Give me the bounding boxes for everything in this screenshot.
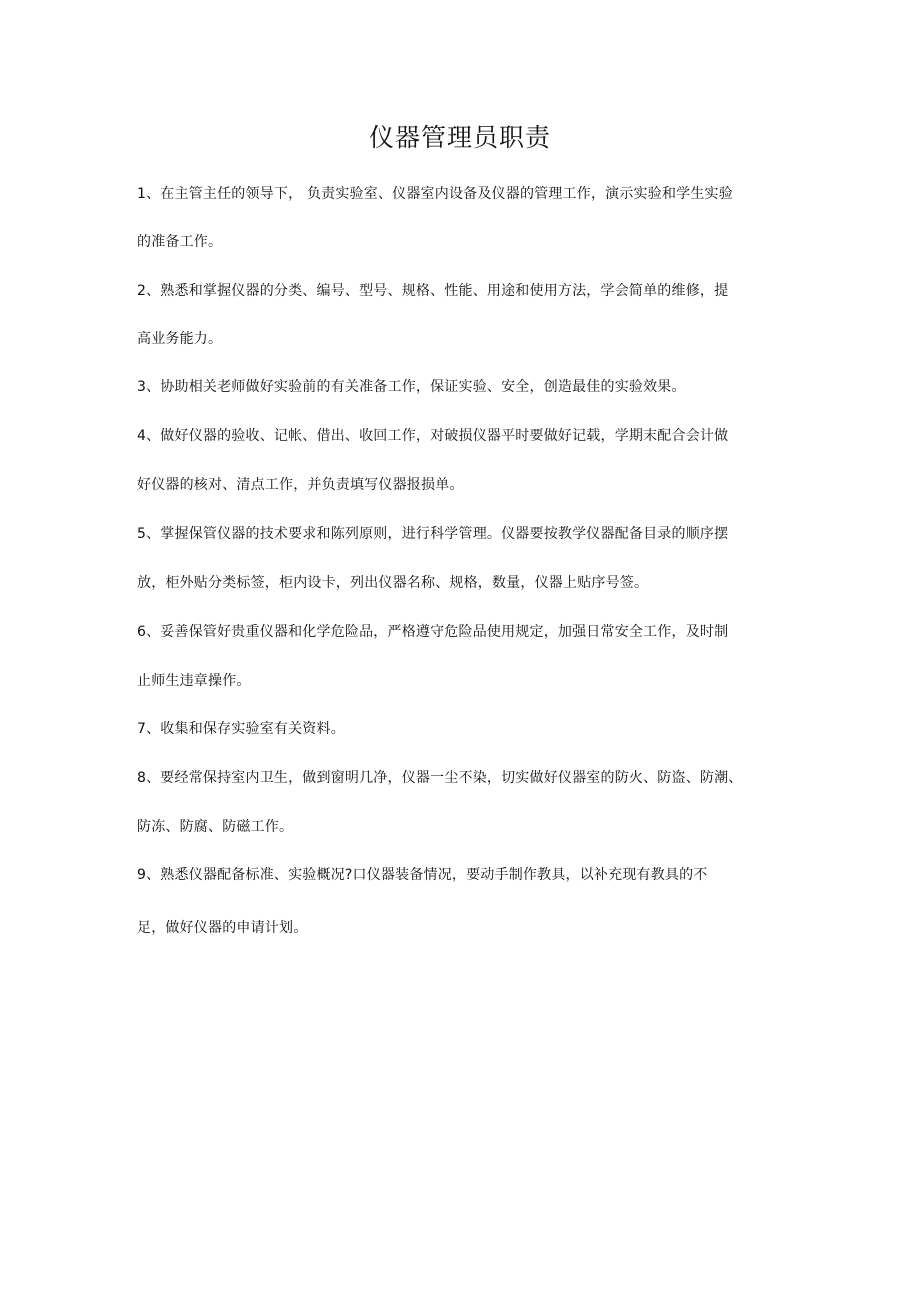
duty-item-9-line-1: 9、熟悉仪器配备标准、实验概况?口仪器装备情况，要动手制作教具，以补充现有教具的不 [137, 867, 708, 883]
duty-item-7-line-1: 7、收集和保存实验室有关资料。 [137, 721, 345, 737]
duty-item-8-line-2: 防冻、防腐、防磁工作。 [137, 819, 294, 835]
duty-item-3-line-1: 3、协助相关老师做好实验前的有关准备工作，保证实验、安全，创造最佳的实验效果。 [137, 379, 686, 395]
duty-item-2-line-2: 高业务能力。 [137, 331, 223, 347]
duty-item-6-line-2: 止师生违章操作。 [137, 673, 251, 689]
duty-item-8-line-1: 8、要经常保持室内卫生，做到窗明几净，仪器一尘不染，切实做好仪器室的防火、防盗、防潮、 [137, 770, 743, 786]
duty-item-4-line-1: 4、做好仪器的验收、记帐、借出、收回工作，对破损仪器平时要做好记载，学期末配合会计做 [137, 428, 729, 444]
duty-item-1-line-1: 1、在主管主任的领导下， 负责实验室、仪器室内设备及仪器的管理工作，演示实验和学生实验 [137, 186, 733, 202]
duty-item-4-line-2: 好仪器的核对、清点工作，并负责填写仪器报损单。 [137, 477, 464, 493]
duty-item-1-line-2: 的准备工作。 [137, 234, 223, 250]
duty-item-5-line-2: 放，柜外贴分类标签，柜内设卡，列出仪器名称、规格，数量，仪器上贴序号签。 [137, 575, 649, 591]
duty-item-5-line-1: 5、掌握保管仪器的技术要求和陈列原则，进行科学管理。仪器要按教学仪器配备目录的顺序摆 [137, 526, 729, 542]
page-title: 仪器管理员职责 [368, 123, 551, 152]
duty-item-9-line-2: 足，做好仪器的申请计划。 [137, 920, 308, 936]
duty-item-2-line-1: 2、熟悉和掌握仪器的分类、编号、型号、规格、性能、用途和使用方法，学会简单的维修，提 [137, 283, 729, 299]
duty-item-6-line-1: 6、妥善保管好贵重仪器和化学危险品，严格遵守危险品使用规定，加强日常安全工作，及时制 [137, 624, 729, 640]
